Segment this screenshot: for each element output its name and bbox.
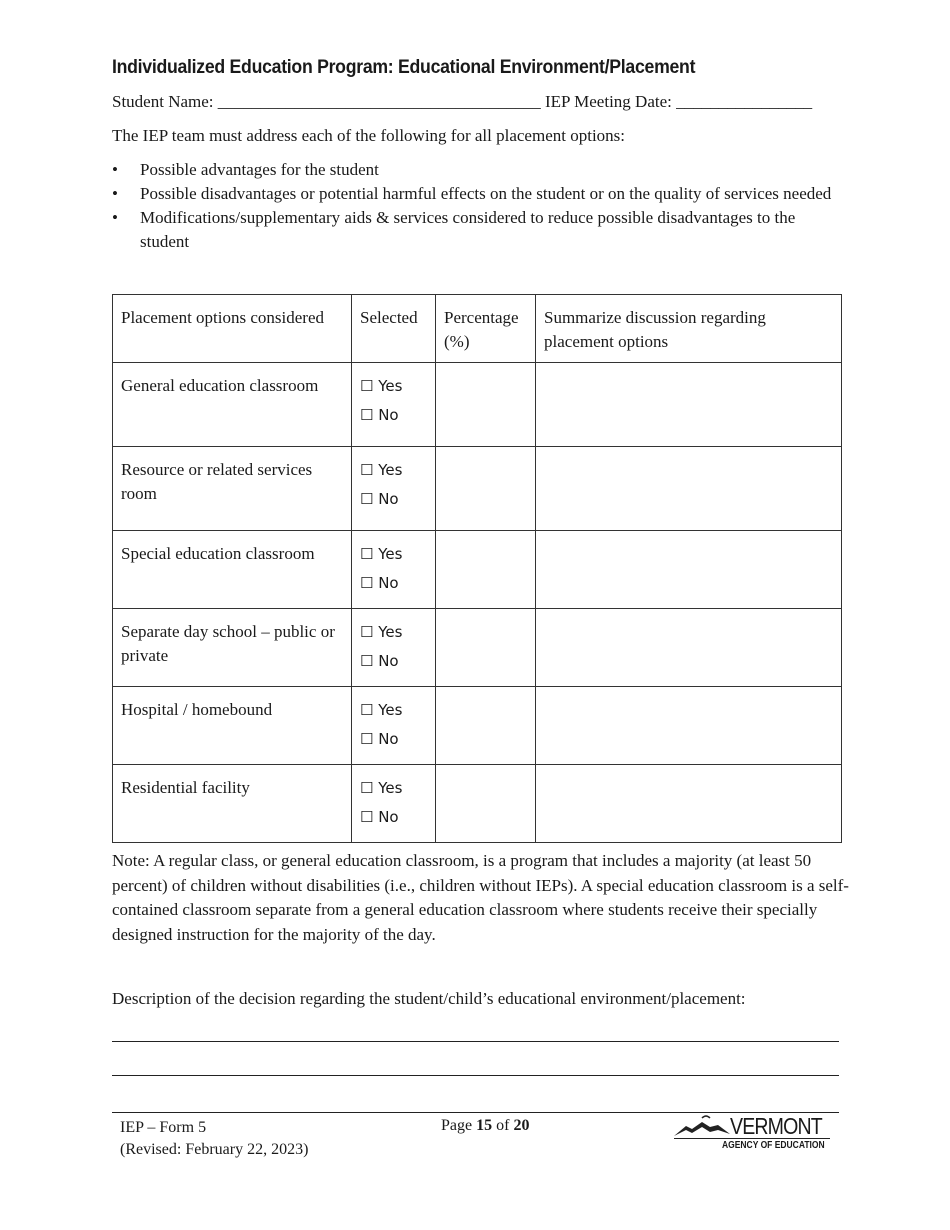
page-of: of bbox=[496, 1117, 510, 1134]
header-selected: Selected bbox=[352, 295, 436, 363]
percentage-cell[interactable] bbox=[436, 447, 536, 531]
no-checkbox[interactable]: ☐ No bbox=[360, 490, 399, 508]
student-name-field[interactable]: Student Name: ______________________________________ bbox=[112, 92, 541, 111]
page-title: Individualized Education Program: Educational Environment/Placement bbox=[112, 57, 696, 78]
logo-underline bbox=[674, 1138, 830, 1139]
meeting-date-field[interactable]: IEP Meeting Date: ________________ bbox=[545, 92, 813, 111]
yes-checkbox[interactable]: ☐ Yes bbox=[360, 623, 403, 641]
yes-checkbox[interactable]: ☐ Yes bbox=[360, 545, 403, 563]
considerations-list bbox=[112, 158, 839, 254]
no-checkbox[interactable]: ☐ No bbox=[360, 808, 399, 826]
description-label: Description of the decision regarding the student/child’s educational environment/placement: bbox=[112, 989, 746, 1008]
note-paragraph: Note: A regular class, or general education classroom, is a program that includes a majority (at least 50 percent) of children without disabilities (i.e., children without IEPs). A special education classroom is a self-contained classroom separate from a general education classroom where students receive their specially designed instruction for the majority of the day. bbox=[112, 851, 849, 944]
selected-cell bbox=[352, 531, 436, 609]
placement-label: General education classroom bbox=[113, 363, 352, 447]
logo-subtitle: AGENCY OF EDUCATION bbox=[722, 1140, 825, 1151]
percentage-cell[interactable] bbox=[436, 609, 536, 687]
summary-cell[interactable] bbox=[536, 609, 842, 687]
table-row bbox=[113, 609, 842, 687]
footer-form-info bbox=[120, 1117, 308, 1161]
page-total: 20 bbox=[513, 1117, 530, 1134]
intro-text: The IEP team must address each of the following for all placement options: bbox=[112, 126, 626, 145]
percentage-cell[interactable] bbox=[436, 363, 536, 447]
no-checkbox[interactable]: ☐ No bbox=[360, 652, 399, 670]
summary-cell[interactable] bbox=[536, 687, 842, 765]
summary-cell[interactable] bbox=[536, 447, 842, 531]
mountain-icon bbox=[672, 1114, 732, 1140]
logo-word: VERMONT bbox=[730, 1113, 822, 1139]
table-row bbox=[113, 765, 842, 843]
description-line-2[interactable] bbox=[112, 1075, 839, 1076]
no-checkbox[interactable]: ☐ No bbox=[360, 730, 399, 748]
description-line-1[interactable] bbox=[112, 1041, 839, 1042]
selected-cell bbox=[352, 687, 436, 765]
no-checkbox[interactable]: ☐ No bbox=[360, 574, 399, 592]
placement-label: Separate day school – public or private bbox=[113, 609, 352, 687]
form-number: IEP – Form 5 bbox=[120, 1119, 207, 1136]
summary-cell[interactable] bbox=[536, 363, 842, 447]
placement-label: Resource or related services room bbox=[113, 447, 352, 531]
yes-checkbox[interactable]: ☐ Yes bbox=[360, 461, 403, 479]
summary-cell[interactable] bbox=[536, 531, 842, 609]
header-percentage: Percentage (%) bbox=[436, 295, 536, 363]
placement-label: Special education classroom bbox=[113, 531, 352, 609]
no-checkbox[interactable]: ☐ No bbox=[360, 406, 399, 424]
selected-cell bbox=[352, 765, 436, 843]
selected-cell bbox=[352, 447, 436, 531]
page-prefix: Page bbox=[441, 1117, 473, 1134]
vermont-logo bbox=[672, 1112, 832, 1156]
page-current: 15 bbox=[476, 1117, 493, 1134]
revised-date: (Revised: February 22, 2023) bbox=[120, 1141, 309, 1158]
summary-cell[interactable] bbox=[536, 765, 842, 843]
table-row bbox=[113, 687, 842, 765]
table-header-row bbox=[113, 295, 842, 363]
selected-cell bbox=[352, 363, 436, 447]
percentage-cell[interactable] bbox=[436, 687, 536, 765]
placement-label: Residential facility bbox=[113, 765, 352, 843]
percentage-cell[interactable] bbox=[436, 765, 536, 843]
placement-label: Hospital / homebound bbox=[113, 687, 352, 765]
table-row bbox=[113, 363, 842, 447]
table-row bbox=[113, 447, 842, 531]
placement-table bbox=[112, 294, 842, 843]
list-item: • Possible disadvantages or potential harmful effects on the student or on the quality of services needed bbox=[112, 182, 839, 206]
student-info-line bbox=[112, 92, 812, 112]
header-placement-options: Placement options considered bbox=[113, 295, 352, 363]
yes-checkbox[interactable]: ☐ Yes bbox=[360, 779, 403, 797]
table-row bbox=[113, 531, 842, 609]
list-item: • Possible advantages for the student bbox=[112, 158, 839, 182]
yes-checkbox[interactable]: ☐ Yes bbox=[360, 377, 403, 395]
page-number bbox=[441, 1117, 529, 1135]
yes-checkbox[interactable]: ☐ Yes bbox=[360, 701, 403, 719]
list-item: • Modifications/supplementary aids & services considered to reduce possible disadvantages to the student bbox=[112, 206, 839, 254]
percentage-cell[interactable] bbox=[436, 531, 536, 609]
selected-cell bbox=[352, 609, 436, 687]
header-summary: Summarize discussion regarding placement options bbox=[536, 295, 842, 363]
